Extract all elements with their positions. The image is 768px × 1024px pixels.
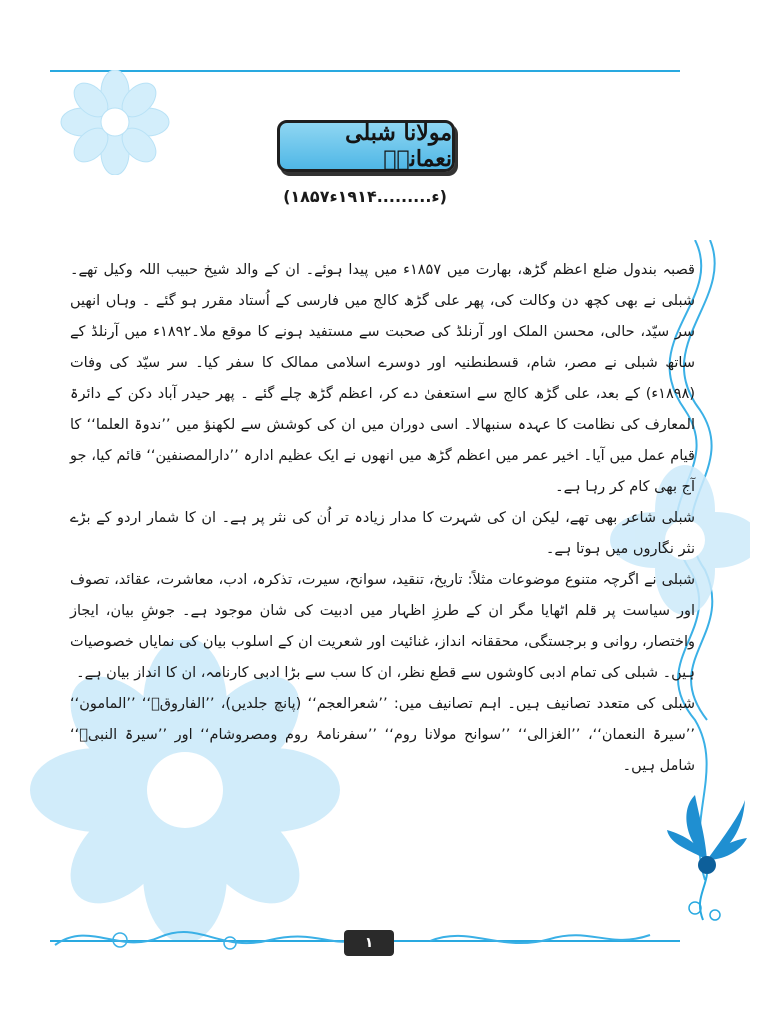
- title-box: [277, 120, 455, 172]
- paragraph-style: شبلی نے اگرچہ متنوع موضوعات مثلاً: تاریخ، تنقید، سوانح، سیرت، تذکرہ، ادب، معاشرت، عقائد، تصوف اور سیاست پر قلم اٹھایا مگر ان کے طرزِ اظہار میں ادبیت کی شان موجود ہے۔ جوشِ بیان، ایجاز واختصار، روانی و برجستگی، محققانہ انداز، غنائیت اور شعریت ان کے اسلوب بیان کی نمایاں خصوصیات ہیں۔ شبلی کی تمام ادبی کاوشوں سے قطع نظر، ان کا سب سے بڑا ادبی کارنامہ، ان کا انداز بیان ہے۔: [70, 572, 695, 681]
- paragraph-works: شبلی کی متعدد تصانیف ہیں۔ اہم تصانیف میں: ’’شعرالعجم‘‘ (پانچ جلدیں)، ’’الفاروقؓ‘‘ ’’المامون‘‘ ’’سیرۃ النعمان‘‘، ’’الغزالی‘‘ ’’سوانح مولانا روم‘‘ ’’سفرنامۂ روم ومصروشام‘‘ اور ’’سیرۃ النبیؐ‘‘ شامل ہیں۔: [70, 696, 695, 774]
- bloom-icon: [665, 790, 750, 930]
- flower-icon: [55, 70, 175, 175]
- page-number: ۱: [344, 930, 394, 956]
- paragraph-biography: قصبہ بندول ضلع اعظم گڑھ، بھارت میں ۱۸۵۷ء میں پیدا ہوئے۔ ان کے والد شیخ حبیب اللہ وکیل تھے۔شبلی نے بھی کچھ دن وکالت کی، پھر علی گڑھ کالج میں فارسی کے اُستاد مقرر ہو گئے ۔ وہاں انھیں سر سیّد، حالی، محسن الملک اور آرنلڈ کی صحبت سے مستفید ہونے کا موقع ملا۔۱۸۹۲ء میں آرنلڈ کے ساتھ شبلی نے مصر، شام، قسطنطنیہ اور دوسرے اسلامی ممالک کا سفر کیا۔ سر سیّد کی وفات (۱۸۹۸ء) کے بعد، علی گڑھ کالج سے استعفیٰ دے کر، اعظم گڑھ چلے گئے ۔ پھر حیدر آباد دکن کے دائرۃ المعارف کی نظامت کا عہدہ سنبھالا۔ اسی دوران میں ان کی کوشش سے لکھنؤ میں ’’ندوۃ العلما‘‘ کا قیام عمل میں آیا۔ اخیر عمر میں اعظم گڑھ میں انھوں نے ایک عظیم ادارہ ’’دارالمصنفین‘‘ قائم کیا، جو آج بھی کام کر رہا ہے۔: [70, 262, 696, 495]
- dates-subtitle: (۱۸۵۷ء.........۱۹۱۴ء): [283, 187, 447, 206]
- paragraph-poet: شبلی شاعر بھی تھے، لیکن ان کی شہرت کا مدار زیادہ تر اُن کی نثر پر ہے۔ ان کا شمار اردو کے بڑے نثر نگاروں میں ہوتا ہے۔: [70, 510, 695, 557]
- article-body: [70, 255, 695, 782]
- page-title: مولانا شبلی نعمانیؒ: [345, 120, 452, 172]
